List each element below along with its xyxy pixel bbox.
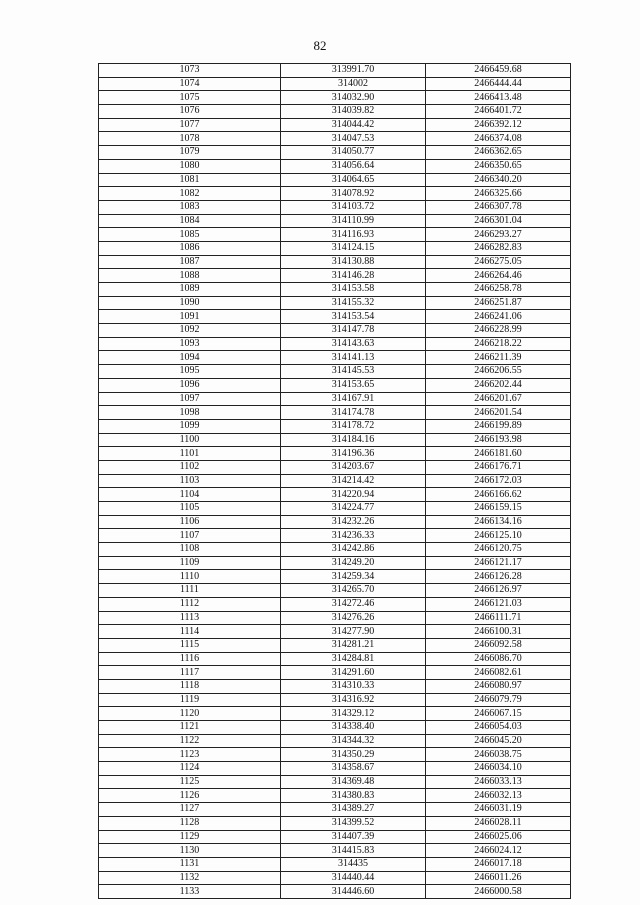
point-number-cell: 1120 [99, 707, 281, 721]
x-coordinate-cell: 314143.63 [281, 337, 426, 351]
table-row [99, 419, 571, 433]
point-number-cell: 1114 [99, 625, 281, 639]
x-coordinate-cell: 314220.94 [281, 488, 426, 502]
table-row [99, 392, 571, 406]
x-coordinate-cell: 314272.46 [281, 597, 426, 611]
table-row [99, 857, 571, 871]
x-coordinate-cell: 314167.91 [281, 392, 426, 406]
point-number-cell: 1127 [99, 803, 281, 817]
point-number-cell: 1101 [99, 447, 281, 461]
point-number-cell: 1107 [99, 529, 281, 543]
point-number-cell: 1117 [99, 666, 281, 680]
x-coordinate-cell: 314124.15 [281, 241, 426, 255]
table-row [99, 830, 571, 844]
point-number-cell: 1108 [99, 543, 281, 557]
x-coordinate-cell: 314265.70 [281, 584, 426, 598]
point-number-cell: 1126 [99, 789, 281, 803]
x-coordinate-cell: 314249.20 [281, 556, 426, 570]
table-row [99, 310, 571, 324]
point-number-cell: 1110 [99, 570, 281, 584]
y-coordinate-cell: 2466166.62 [426, 488, 571, 502]
y-coordinate-cell: 2466218.22 [426, 337, 571, 351]
y-coordinate-cell: 2466325.66 [426, 187, 571, 201]
y-coordinate-cell: 2466025.06 [426, 830, 571, 844]
table-row [99, 871, 571, 885]
point-number-cell: 1074 [99, 77, 281, 91]
y-coordinate-cell: 2466092.58 [426, 638, 571, 652]
x-coordinate-cell: 314415.83 [281, 844, 426, 858]
point-number-cell: 1092 [99, 324, 281, 338]
x-coordinate-cell: 314056.64 [281, 159, 426, 173]
y-coordinate-cell: 2466401.72 [426, 105, 571, 119]
y-coordinate-cell: 2466126.28 [426, 570, 571, 584]
y-coordinate-cell: 2466350.65 [426, 159, 571, 173]
y-coordinate-cell: 2466264.46 [426, 269, 571, 283]
table-row [99, 460, 571, 474]
y-coordinate-cell: 2466301.04 [426, 214, 571, 228]
x-coordinate-cell: 314399.52 [281, 816, 426, 830]
x-coordinate-cell: 314178.72 [281, 419, 426, 433]
y-coordinate-cell: 2466201.54 [426, 406, 571, 420]
table-row [99, 734, 571, 748]
y-coordinate-cell: 2466024.12 [426, 844, 571, 858]
x-coordinate-cell: 314078.92 [281, 187, 426, 201]
table-row [99, 173, 571, 187]
y-coordinate-cell: 2466206.55 [426, 365, 571, 379]
x-coordinate-cell: 314044.42 [281, 118, 426, 132]
x-coordinate-cell: 314259.34 [281, 570, 426, 584]
y-coordinate-cell: 2466079.79 [426, 693, 571, 707]
table-row [99, 543, 571, 557]
table-row [99, 474, 571, 488]
table-row [99, 406, 571, 420]
point-number-cell: 1131 [99, 857, 281, 871]
x-coordinate-cell: 314050.77 [281, 146, 426, 160]
point-number-cell: 1090 [99, 296, 281, 310]
point-number-cell: 1077 [99, 118, 281, 132]
point-number-cell: 1087 [99, 255, 281, 269]
point-number-cell: 1106 [99, 515, 281, 529]
y-coordinate-cell: 2466181.60 [426, 447, 571, 461]
y-coordinate-cell: 2466293.27 [426, 228, 571, 242]
y-coordinate-cell: 2466017.18 [426, 857, 571, 871]
y-coordinate-cell: 2466038.75 [426, 748, 571, 762]
table-row [99, 611, 571, 625]
x-coordinate-cell: 314116.93 [281, 228, 426, 242]
point-number-cell: 1083 [99, 200, 281, 214]
x-coordinate-cell: 314174.78 [281, 406, 426, 420]
x-coordinate-cell: 314214.42 [281, 474, 426, 488]
point-number-cell: 1084 [99, 214, 281, 228]
table-row [99, 721, 571, 735]
y-coordinate-cell: 2466086.70 [426, 652, 571, 666]
table-row [99, 638, 571, 652]
y-coordinate-cell: 2466459.68 [426, 64, 571, 78]
x-coordinate-cell: 314196.36 [281, 447, 426, 461]
table-row [99, 241, 571, 255]
x-coordinate-cell: 314277.90 [281, 625, 426, 639]
x-coordinate-cell: 314242.86 [281, 543, 426, 557]
table-row [99, 515, 571, 529]
x-coordinate-cell: 314284.81 [281, 652, 426, 666]
x-coordinate-cell: 314155.32 [281, 296, 426, 310]
point-number-cell: 1128 [99, 816, 281, 830]
point-number-cell: 1115 [99, 638, 281, 652]
point-number-cell: 1075 [99, 91, 281, 105]
x-coordinate-cell: 314203.67 [281, 460, 426, 474]
point-number-cell: 1079 [99, 146, 281, 160]
point-number-cell: 1111 [99, 584, 281, 598]
table-row [99, 365, 571, 379]
y-coordinate-cell: 2466228.99 [426, 324, 571, 338]
y-coordinate-cell: 2466176.71 [426, 460, 571, 474]
point-number-cell: 1113 [99, 611, 281, 625]
table-row [99, 625, 571, 639]
y-coordinate-cell: 2466100.31 [426, 625, 571, 639]
point-number-cell: 1102 [99, 460, 281, 474]
coordinates-table-body [99, 64, 571, 899]
table-row [99, 556, 571, 570]
table-row [99, 885, 571, 899]
y-coordinate-cell: 2466033.13 [426, 775, 571, 789]
table-row [99, 159, 571, 173]
point-number-cell: 1129 [99, 830, 281, 844]
table-row [99, 283, 571, 297]
point-number-cell: 1089 [99, 283, 281, 297]
x-coordinate-cell: 314358.67 [281, 762, 426, 776]
x-coordinate-cell: 314276.26 [281, 611, 426, 625]
y-coordinate-cell: 2466258.78 [426, 283, 571, 297]
x-coordinate-cell: 314344.32 [281, 734, 426, 748]
x-coordinate-cell: 314147.78 [281, 324, 426, 338]
x-coordinate-cell: 314291.60 [281, 666, 426, 680]
table-row [99, 337, 571, 351]
y-coordinate-cell: 2466034.10 [426, 762, 571, 776]
x-coordinate-cell: 314184.16 [281, 433, 426, 447]
point-number-cell: 1132 [99, 871, 281, 885]
point-number-cell: 1081 [99, 173, 281, 187]
y-coordinate-cell: 2466241.06 [426, 310, 571, 324]
table-row [99, 433, 571, 447]
x-coordinate-cell: 314435 [281, 857, 426, 871]
table-row [99, 693, 571, 707]
table-row [99, 529, 571, 543]
table-row [99, 570, 571, 584]
table-row [99, 296, 571, 310]
point-number-cell: 1125 [99, 775, 281, 789]
y-coordinate-cell: 2466275.05 [426, 255, 571, 269]
table-row [99, 597, 571, 611]
point-number-cell: 1119 [99, 693, 281, 707]
y-coordinate-cell: 2466340.20 [426, 173, 571, 187]
x-coordinate-cell: 314153.65 [281, 378, 426, 392]
table-row [99, 64, 571, 78]
coordinates-table [98, 63, 571, 899]
point-number-cell: 1105 [99, 502, 281, 516]
y-coordinate-cell: 2466392.12 [426, 118, 571, 132]
point-number-cell: 1100 [99, 433, 281, 447]
table-row [99, 816, 571, 830]
x-coordinate-cell: 314281.21 [281, 638, 426, 652]
y-coordinate-cell: 2466080.97 [426, 679, 571, 693]
table-row [99, 844, 571, 858]
x-coordinate-cell: 314380.83 [281, 789, 426, 803]
x-coordinate-cell: 314338.40 [281, 721, 426, 735]
x-coordinate-cell: 314130.88 [281, 255, 426, 269]
x-coordinate-cell: 314369.48 [281, 775, 426, 789]
point-number-cell: 1103 [99, 474, 281, 488]
point-number-cell: 1091 [99, 310, 281, 324]
y-coordinate-cell: 2466120.75 [426, 543, 571, 557]
x-coordinate-cell: 314446.60 [281, 885, 426, 899]
point-number-cell: 1076 [99, 105, 281, 119]
table-row [99, 146, 571, 160]
y-coordinate-cell: 2466362.65 [426, 146, 571, 160]
point-number-cell: 1096 [99, 378, 281, 392]
x-coordinate-cell: 313991.70 [281, 64, 426, 78]
table-row [99, 255, 571, 269]
x-coordinate-cell: 314103.72 [281, 200, 426, 214]
table-row [99, 803, 571, 817]
x-coordinate-cell: 314141.13 [281, 351, 426, 365]
table-row [99, 762, 571, 776]
point-number-cell: 1095 [99, 365, 281, 379]
y-coordinate-cell: 2466067.15 [426, 707, 571, 721]
y-coordinate-cell: 2466121.17 [426, 556, 571, 570]
point-number-cell: 1080 [99, 159, 281, 173]
table-row [99, 200, 571, 214]
y-coordinate-cell: 2466126.97 [426, 584, 571, 598]
y-coordinate-cell: 2466028.11 [426, 816, 571, 830]
point-number-cell: 1099 [99, 419, 281, 433]
y-coordinate-cell: 2466211.39 [426, 351, 571, 365]
x-coordinate-cell: 314236.33 [281, 529, 426, 543]
point-number-cell: 1122 [99, 734, 281, 748]
x-coordinate-cell: 314047.53 [281, 132, 426, 146]
x-coordinate-cell: 314440.44 [281, 871, 426, 885]
table-row [99, 269, 571, 283]
point-number-cell: 1118 [99, 679, 281, 693]
y-coordinate-cell: 2466172.03 [426, 474, 571, 488]
table-row [99, 351, 571, 365]
y-coordinate-cell: 2466031.19 [426, 803, 571, 817]
table-row [99, 652, 571, 666]
y-coordinate-cell: 2466121.03 [426, 597, 571, 611]
y-coordinate-cell: 2466444.44 [426, 77, 571, 91]
table-row [99, 118, 571, 132]
point-number-cell: 1133 [99, 885, 281, 899]
x-coordinate-cell: 314145.53 [281, 365, 426, 379]
x-coordinate-cell: 314039.82 [281, 105, 426, 119]
table-row [99, 228, 571, 242]
y-coordinate-cell: 2466159.15 [426, 502, 571, 516]
point-number-cell: 1097 [99, 392, 281, 406]
point-number-cell: 1123 [99, 748, 281, 762]
x-coordinate-cell: 314146.28 [281, 269, 426, 283]
point-number-cell: 1121 [99, 721, 281, 735]
point-number-cell: 1116 [99, 652, 281, 666]
y-coordinate-cell: 2466011.26 [426, 871, 571, 885]
y-coordinate-cell: 2466111.71 [426, 611, 571, 625]
y-coordinate-cell: 2466125.10 [426, 529, 571, 543]
point-number-cell: 1073 [99, 64, 281, 78]
table-row [99, 666, 571, 680]
y-coordinate-cell: 2466413.48 [426, 91, 571, 105]
point-number-cell: 1112 [99, 597, 281, 611]
y-coordinate-cell: 2466374.08 [426, 132, 571, 146]
point-number-cell: 1109 [99, 556, 281, 570]
point-number-cell: 1085 [99, 228, 281, 242]
table-row [99, 488, 571, 502]
y-coordinate-cell: 2466000.58 [426, 885, 571, 899]
table-row [99, 132, 571, 146]
y-coordinate-cell: 2466282.83 [426, 241, 571, 255]
x-coordinate-cell: 314316.92 [281, 693, 426, 707]
y-coordinate-cell: 2466134.16 [426, 515, 571, 529]
point-number-cell: 1124 [99, 762, 281, 776]
y-coordinate-cell: 2466193.98 [426, 433, 571, 447]
x-coordinate-cell: 314329.12 [281, 707, 426, 721]
x-coordinate-cell: 314032.90 [281, 91, 426, 105]
point-number-cell: 1086 [99, 241, 281, 255]
x-coordinate-cell: 314153.58 [281, 283, 426, 297]
y-coordinate-cell: 2466045.20 [426, 734, 571, 748]
x-coordinate-cell: 314389.27 [281, 803, 426, 817]
page-number: 82 [313, 38, 327, 53]
table-row [99, 378, 571, 392]
table-row [99, 584, 571, 598]
table-row [99, 447, 571, 461]
table-row [99, 105, 571, 119]
table-row [99, 707, 571, 721]
x-coordinate-cell: 314110.99 [281, 214, 426, 228]
x-coordinate-cell: 314350.29 [281, 748, 426, 762]
table-row [99, 324, 571, 338]
y-coordinate-cell: 2466202.44 [426, 378, 571, 392]
x-coordinate-cell: 314232.26 [281, 515, 426, 529]
y-coordinate-cell: 2466032.13 [426, 789, 571, 803]
y-coordinate-cell: 2466082.61 [426, 666, 571, 680]
table-row [99, 775, 571, 789]
table-row [99, 77, 571, 91]
y-coordinate-cell: 2466201.67 [426, 392, 571, 406]
y-coordinate-cell: 2466054.03 [426, 721, 571, 735]
x-coordinate-cell: 314310.33 [281, 679, 426, 693]
table-row [99, 679, 571, 693]
table-row [99, 214, 571, 228]
x-coordinate-cell: 314064.65 [281, 173, 426, 187]
point-number-cell: 1088 [99, 269, 281, 283]
table-row [99, 502, 571, 516]
y-coordinate-cell: 2466199.89 [426, 419, 571, 433]
table-row [99, 187, 571, 201]
y-coordinate-cell: 2466251.87 [426, 296, 571, 310]
x-coordinate-cell: 314153.54 [281, 310, 426, 324]
table-row [99, 789, 571, 803]
x-coordinate-cell: 314407.39 [281, 830, 426, 844]
point-number-cell: 1094 [99, 351, 281, 365]
point-number-cell: 1093 [99, 337, 281, 351]
point-number-cell: 1098 [99, 406, 281, 420]
table-row [99, 91, 571, 105]
point-number-cell: 1130 [99, 844, 281, 858]
point-number-cell: 1104 [99, 488, 281, 502]
table-row [99, 748, 571, 762]
point-number-cell: 1082 [99, 187, 281, 201]
x-coordinate-cell: 314002 [281, 77, 426, 91]
point-number-cell: 1078 [99, 132, 281, 146]
y-coordinate-cell: 2466307.78 [426, 200, 571, 214]
x-coordinate-cell: 314224.77 [281, 502, 426, 516]
